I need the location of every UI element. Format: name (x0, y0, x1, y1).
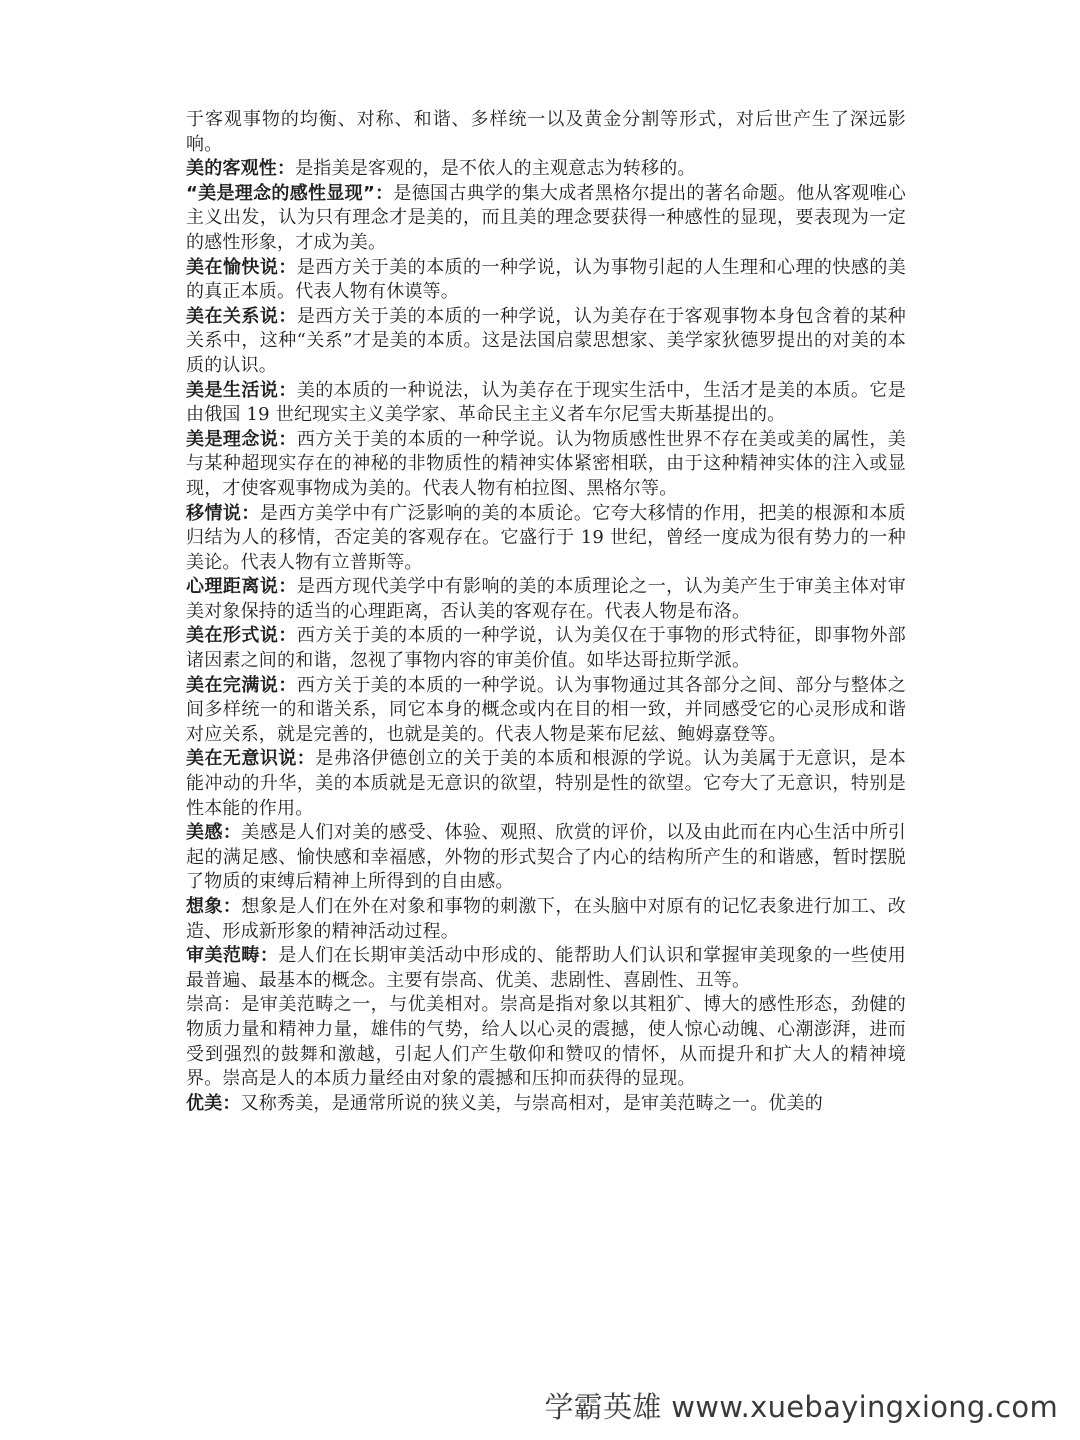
definition-text: 是人们在长期审美活动中形成的、能帮助人们认识和掌握审美现象的一些使用最普遍、最基本的概念。主要有崇高、优美、悲剧性、喜剧性、丑等。 (186, 945, 907, 991)
term-label: 美在愉快说： (186, 256, 297, 278)
term-label: 美是生活说： (186, 379, 297, 401)
term-label: 美是理念说： (186, 428, 297, 450)
definition-text: 西方关于美的本质的一种学说。认为物质感性世界不存在美或美的属性，美与某种超现实存在的神秘的非物质性的精神实体紧密相联，由于这种精神实体的注入或显现，才使客观事物成为美的。代表人物有柏拉图、黑格尔等。 (186, 428, 906, 499)
definition-life-theory (186, 379, 906, 428)
definition-aesthetic-category (186, 944, 906, 993)
definition-hegel-idea (186, 182, 906, 256)
document-body (186, 108, 906, 1116)
term-label: 优美： (186, 1092, 241, 1114)
paragraph-continuation (186, 108, 906, 157)
definition-pleasure-theory (186, 256, 906, 305)
definition-text: 想象是人们在外在对象和事物的刺激下，在头脑中对原有的记忆表象进行加工、改造、形成新形象的精神活动过程。 (186, 896, 906, 942)
term-label: 移情说： (186, 502, 260, 524)
definition-text: 是德国古典学的集大成者黑格尔提出的著名命题。他从客观唯心主义出发，认为只有理念才是美的，而且美的理念要获得一种感性的显现，要表现为一定的感性形象，才成为美。 (186, 182, 906, 253)
definition-imagination (186, 895, 906, 944)
term-label: 心理距离说： (186, 576, 297, 598)
term-label: 美在完满说： (186, 674, 297, 696)
definition-psychical-distance (186, 575, 906, 624)
definition-text: 是西方关于美的本质的一种学说，认为事物引起的人生理和心理的快感的美的真正本质。代表人物有休谟等。 (186, 256, 906, 303)
definition-text: 崇高：是审美范畴之一，与优美相对。崇高是指对象以其粗犷、博大的感性形态，劲健的物质力量和精神力量，雄伟的气势，给人以心灵的震撼，使人惊心动魄、心潮澎湃，进而受到强烈的鼓舞和激越，引起人们产生敬仰和赞叹的情怀，从而提升和扩大人的精神境界。崇高是人的本质力量经由对象的震撼和压抑而获得的显现。 (186, 994, 906, 1090)
term-label: 美在形式说： (186, 625, 297, 647)
definition-text: 是西方关于美的本质的一种学说，认为美存在于客观事物本身包含着的某种关系中，这种“关系”才是美的本质。这是法国启蒙思想家、美学家狄德罗提出的对美的本质的认识。 (186, 305, 906, 376)
term-label: 美在无意识说： (186, 748, 316, 770)
definition-text: 西方关于美的本质的一种学说。认为事物通过其各部分之间、部分与整体之间多样统一的和谐关系，同它本身的概念或内在目的相一致，并同感受它的心灵形成和谐对应关系，就是完善的，也就是美的。代表人物是莱布尼兹、鲍姆嘉登等。 (186, 674, 906, 745)
definition-text: 美感是人们对美的感受、体验、观照、欣赏的评价，以及由此而在内心生活中所引起的满足感、愉快感和幸福感，外物的形式契合了内心的结构所产生的和谐感，暂时摆脱了物质的束缚后精神上所得到的自由感。 (186, 822, 906, 893)
site-watermark: 学霸英雄 www.xuebayingxiong.com (544, 1390, 1058, 1424)
paragraph-text: 于客观事物的均衡、对称、和谐、多样统一以及黄金分割等形式，对后世产生了深远影响。 (186, 109, 906, 155)
term-label: 审美范畴： (186, 945, 279, 967)
term-label: 想象： (186, 896, 242, 917)
definition-grace (186, 1092, 906, 1117)
term-label: “美是理念的感性显现”： (186, 182, 394, 204)
definition-text: 西方关于美的本质的一种学说，认为美仅在于事物的形式特征，即事物外部诸因素之间的和谐，忽视了事物内容的审美价值。如毕达哥拉斯学派。 (186, 625, 906, 672)
definition-aesthetic-feeling (186, 821, 906, 895)
definition-text: 美的本质的一种说法，认为美存在于现实生活中，生活才是美的本质。它是由俄国 19 世纪现实主义美学家、革命民主主义者车尔尼雪夫斯基提出的。 (186, 379, 906, 426)
definition-idea-theory (186, 428, 906, 502)
definition-text: 是指美是客观的，是不依人的主观意志为转移的。 (295, 158, 696, 180)
definition-aesthetic-objectivity (186, 157, 906, 182)
definition-text: 是西方美学中有广泛影响的美的本质论。它夸大移情的作用，把美的根源和本质归结为人的移情，否定美的客观存在。它盛行于 19 世纪，曾经一度成为很有势力的一种美论。代表人物有立普斯等。 (186, 502, 906, 573)
term-label: 美感： (186, 822, 242, 844)
definition-perfection-theory (186, 674, 906, 748)
definition-unconscious-theory (186, 747, 906, 821)
term-label: 美的客观性： (186, 158, 296, 180)
definition-relation-theory (186, 305, 906, 379)
definition-text: 又称秀美，是通常所说的狭义美，与崇高相对，是审美范畴之一。优美的 (240, 1092, 824, 1114)
definition-empathy-theory (186, 502, 906, 576)
definition-sublime (186, 993, 906, 1091)
definition-text: 是西方现代美学中有影响的美的本质理论之一，认为美产生于审美主体对审美对象保持的适当的心理距离，否认美的客观存在。代表人物是布洛。 (186, 576, 906, 622)
definition-text: 是弗洛伊德创立的关于美的本质和根源的学说。认为美属于无意识，是本能冲动的升华，美的本质就是无意识的欲望，特别是性的欲望。它夸大了无意识，特别是性本能的作用。 (186, 748, 906, 819)
term-label: 美在关系说： (186, 305, 297, 327)
definition-form-theory (186, 624, 906, 673)
